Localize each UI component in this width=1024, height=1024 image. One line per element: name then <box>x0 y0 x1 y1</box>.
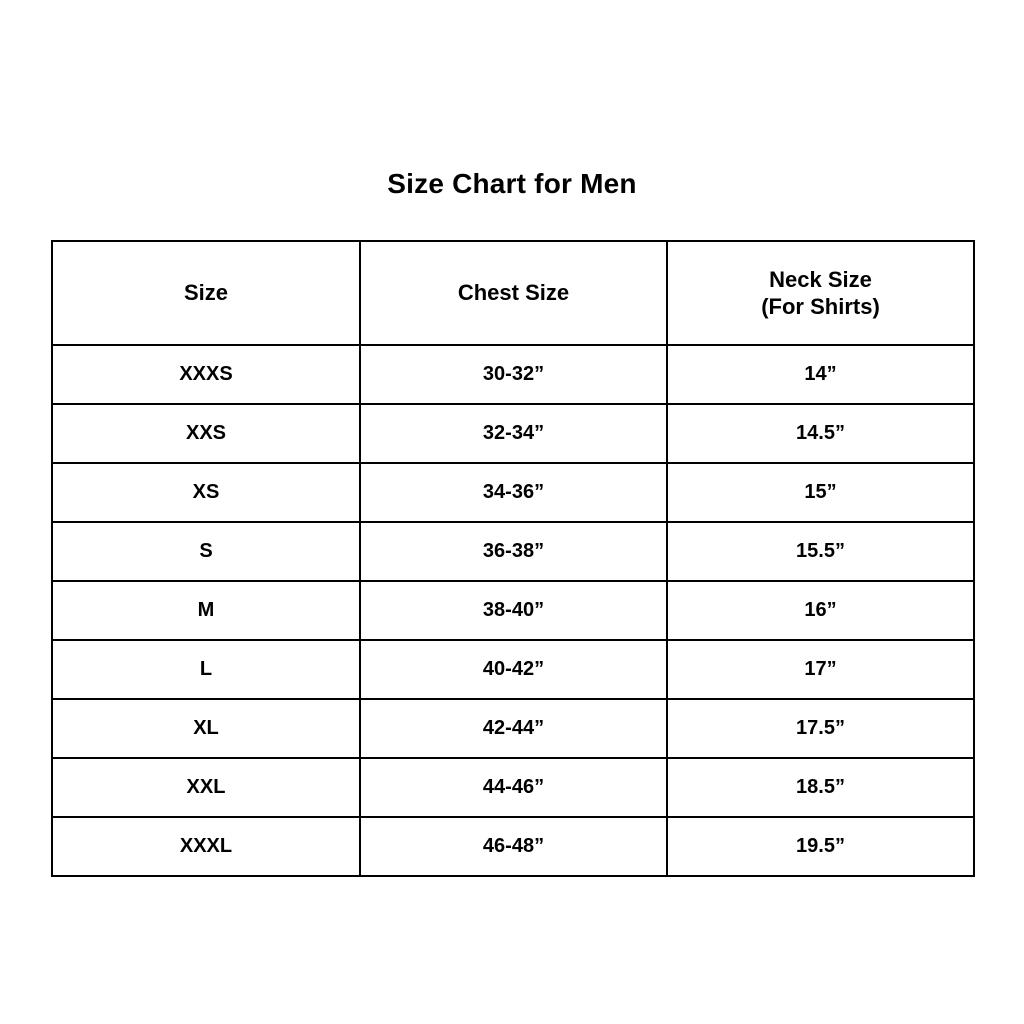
cell-neck: 18.5” <box>667 758 974 817</box>
table-row <box>52 581 974 640</box>
column-header-chest <box>360 241 667 345</box>
column-header-neck-label: Neck Size <box>769 266 872 292</box>
cell-chest: 36-38” <box>360 522 667 581</box>
cell-neck: 15.5” <box>667 522 974 581</box>
cell-chest: 40-42” <box>360 640 667 699</box>
table-body <box>52 345 974 876</box>
table-header-row <box>52 241 974 345</box>
size-chart-table-wrapper <box>51 240 973 877</box>
cell-size: M <box>52 581 360 640</box>
cell-neck: 17” <box>667 640 974 699</box>
cell-size: XS <box>52 463 360 522</box>
cell-chest: 38-40” <box>360 581 667 640</box>
cell-size: S <box>52 522 360 581</box>
table-row <box>52 522 974 581</box>
column-header-chest-label: Chest Size <box>457 280 570 306</box>
table-row <box>52 817 974 876</box>
cell-size: XXL <box>52 758 360 817</box>
cell-size: XL <box>52 699 360 758</box>
cell-size: XXXL <box>52 817 360 876</box>
column-header-size-label: Size <box>183 280 229 306</box>
cell-chest: 34-36” <box>360 463 667 522</box>
table-row <box>52 463 974 522</box>
cell-chest: 30-32” <box>360 345 667 404</box>
cell-neck: 17.5” <box>667 699 974 758</box>
cell-neck: 15” <box>667 463 974 522</box>
table-row <box>52 758 974 817</box>
column-header-neck-sublabel: (For Shirts) <box>761 294 880 319</box>
column-header-size <box>52 241 360 345</box>
table-row <box>52 404 974 463</box>
cell-chest: 46-48” <box>360 817 667 876</box>
cell-neck: 16” <box>667 581 974 640</box>
cell-neck: 19.5” <box>667 817 974 876</box>
table-header <box>52 241 974 345</box>
column-header-neck <box>667 241 974 345</box>
cell-chest: 44-46” <box>360 758 667 817</box>
size-chart-table <box>51 240 975 877</box>
cell-size: L <box>52 640 360 699</box>
cell-chest: 32-34” <box>360 404 667 463</box>
cell-size: XXXS <box>52 345 360 404</box>
table-row <box>52 699 974 758</box>
table-row <box>52 640 974 699</box>
cell-neck: 14” <box>667 345 974 404</box>
cell-chest: 42-44” <box>360 699 667 758</box>
cell-neck: 14.5” <box>667 404 974 463</box>
cell-size: XXS <box>52 404 360 463</box>
page-title: Size Chart for Men <box>387 168 637 199</box>
table-row <box>52 345 974 404</box>
